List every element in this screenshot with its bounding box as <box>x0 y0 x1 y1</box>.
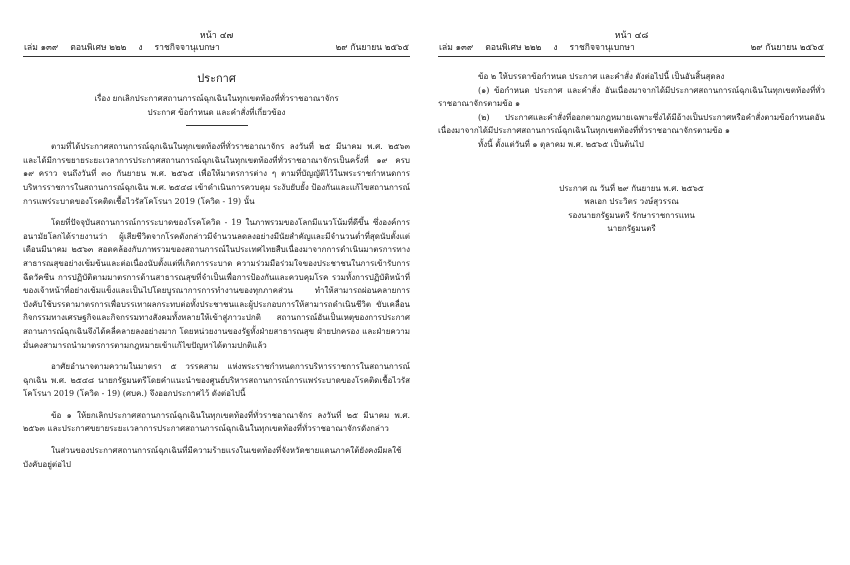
announcement-date: ประกาศ ณ วันที่ ๒๙ กันยายน พ.ศ. ๒๕๖๕ <box>559 183 704 193</box>
paragraph: ในส่วนของประกาศสถานการณ์ฉุกเฉินที่มีความร้ายแรงในเขตท้องที่จังหวัดชายแดนภาคใต้ยังคงมีผลใช้บังคับอยู่ต่อไป <box>23 446 402 469</box>
section: ตอนพิเศษ ๒๒๒ <box>485 43 542 53</box>
paragraph: อาศัยอำนาจตามความในมาตรา ๕ วรรคสาม แห่งพระราชกำหนดการบริหารราชการในสถานการณ์ฉุกเฉิน พ.ศ. ๒๕๔๘ นายกรัฐมนตรีโดยคำแนะนำของศูนย์บริหารสถานการณ์การแพร่ระบาดของโรคติดเชื้อไวรัสโคโรนา 2019 (โควิด - 19) (ศบค.) จึงออกประกาศไว้ ดังต่อไปนี้ <box>23 362 410 399</box>
signature-block <box>438 182 825 236</box>
paragraph: ตามที่ได้ประกาศสถานการณ์ฉุกเฉินในทุกเขตท้องที่ทั่วราชอาณาจักร ลงวันที่ ๒๕ มีนาคม พ.ศ. ๒๕๖๓ และได้มีการขยายระยะเวลาการประกาศสถานการณ์ฉุกเฉินในทุกเขตท้องที่ทั่วราชอาณาจักรเป็นครั้งที่ ๑๙ ครบ ๑๙ คราว จนถึงวันที่ ๓๐ กันยายน พ.ศ. ๒๕๖๕ เพื่อให้มาตรการต่าง ๆ ตามที่บัญญัติไว้ในพระราชกำหนดการบริหารราชการในสถานการณ์ฉุกเฉิน พ.ศ. ๒๕๔๘ เข้าดำเนินการควบคุม ระงับยับยั้ง ป้องกันและแก้ไขสถานการณ์การแพร่ระบาดของโรคติดเชื้อไวรัสโคโรนา 2019 (โควิด - 19) นั้น <box>23 142 410 206</box>
paragraph: (๑) ข้อกำหนด ประกาศ และคำสั่ง อันเนื่องมาจากได้มีประกาศสถานการณ์ฉุกเฉินในทุกเขตท้องที่ทั่วราชอาณาจักรตามข้อ ๑ <box>438 85 825 109</box>
signatory-position: รองนายกรัฐมนตรี รักษาราชการแทน <box>568 210 695 220</box>
volume: เล่ม ๑๓๙ <box>439 43 474 53</box>
subject-line-2: ประกาศ ข้อกำหนด และคำสั่งที่เกี่ยวข้อง <box>147 107 286 117</box>
title-divider <box>186 125 248 126</box>
page-number: หน้า ๔๗ <box>199 31 234 41</box>
signatory-name: พลเอก ประวิตร วงษ์สุวรรณ <box>584 197 679 207</box>
gazette-name: ราชกิจจานุเบกษา <box>154 43 220 53</box>
paragraph: ข้อ ๒ ให้บรรดาข้อกำหนด ประกาศ และคำสั่ง ดังต่อไปนี้ เป็นอันสิ้นสุดลง <box>478 72 725 81</box>
gazette-name: ราชกิจจานุเบกษา <box>569 43 635 53</box>
part: ง <box>138 43 143 53</box>
gazette-header <box>23 42 410 57</box>
right-page <box>438 30 825 555</box>
section: ตอนพิเศษ ๒๒๒ <box>70 43 127 53</box>
gazette-header <box>438 42 825 57</box>
paragraph: โดยที่ปัจจุบันสถานการณ์การระบาดของโรคโควิด - 19 ในภาพรวมของโลกมีแนวโน้มที่ดีขึ้น ซึ่งองค์การอนามัยโลกได้รายงานว่า ผู้เสียชีวิตจากโรคดังกล่าวมีจำนวนลดลงอย่างมีนัยสำคัญและมีจำนวนต่ำที่สุดนับตั้งแต่เดือนมีนาคม ๒๕๖๓ สอดคล้องกับภาพรวมของสถานการณ์ในประเทศไทยสืบเนื่องมาจากการดำเนินมาตรการทางสาธารณสุขอย่างเข้มข้นและต่อเนื่องนับตั้งแต่ที่เกิดการระบาด ความร่วมมือร่วมใจของประชาชนในการเข้ารับการฉีดวัคซีน การปฏิบัติตามมาตรการด้านสาธารณสุขที่จำเป็นเพื่อการป้องกันและควบคุมโรค รวมทั้งการปฏิบัติหน้าที่ของเจ้าหน้าที่อย่างเข้มแข็งและเป็นไปโดยบูรณาการการทำงานของทุกภาคส่วน ทำให้สามารถผ่อนคลายการบังคับใช้บรรดามาตรการเพื่อบรรเทาผลกระทบต่อทั้งประชาชนและผู้ประกอบการให้สามารถดำเนินชีวิต ขับเคลื่อนกิจกรรมทางเศรษฐกิจและกิจกรรมทางสังคมทั้งหลายให้เข้าสู่ภาวะปกติ สถานการณ์อันเป็นเหตุของการประกาศสถานการณ์ฉุกเฉินจึงได้คลี่คลายลงอย่างมาก โดยหน่วยงานของรัฐทั้งฝ่ายสาธารณสุข ฝ่ายปกครอง และฝ่ายความมั่นคงสามารถนำมาตรการตามกฎหมายเข้าแก้ไขปัญหาได้ตามปกติแล้ว <box>23 218 410 350</box>
volume: เล่ม ๑๓๙ <box>24 43 59 53</box>
announcement-title: ประกาศ <box>197 72 236 85</box>
page-number: หน้า ๔๘ <box>614 31 649 41</box>
signatory-position: นายกรัฐมนตรี <box>607 224 656 234</box>
issue-date: ๒๙ กันยายน ๒๕๖๕ <box>750 43 824 53</box>
subject-line-1: เรื่อง ยกเลิกประกาศสถานการณ์ฉุกเฉินในทุกเขตท้องที่ทั่วราชอาณาจักร <box>94 94 339 103</box>
paragraph: ข้อ ๑ ให้ยกเลิกประกาศสถานการณ์ฉุกเฉินในทุกเขตท้องที่ทั่วราชอาณาจักร ลงวันที่ ๒๕ มีนาคม พ.ศ. ๒๕๖๓ และประกาศขยายระยะเวลาการประกาศสถานการณ์ฉุกเฉินในทุกเขตท้องที่ทั่วราชอาณาจักรดังกล่าว <box>23 410 410 434</box>
paragraph: (๒) ประกาศและคำสั่งที่ออกตามกฎหมายเฉพาะซึ่งได้มีอ้างเป็นประกาศหรือคำสั่งตามข้อกำหนดอันเนื่องมาจากได้มีประกาศสถานการณ์ฉุกเฉินในทุกเขตท้องที่ทั่วราชอาณาจักรตามข้อ ๑ <box>438 112 825 136</box>
part: ง <box>553 43 558 53</box>
paragraph: ทั้งนี้ ตั้งแต่วันที่ ๑ ตุลาคม พ.ศ. ๒๕๖๕ เป็นต้นไป <box>478 139 644 149</box>
left-page <box>23 30 410 555</box>
issue-date: ๒๙ กันยายน ๒๕๖๕ <box>335 43 409 53</box>
